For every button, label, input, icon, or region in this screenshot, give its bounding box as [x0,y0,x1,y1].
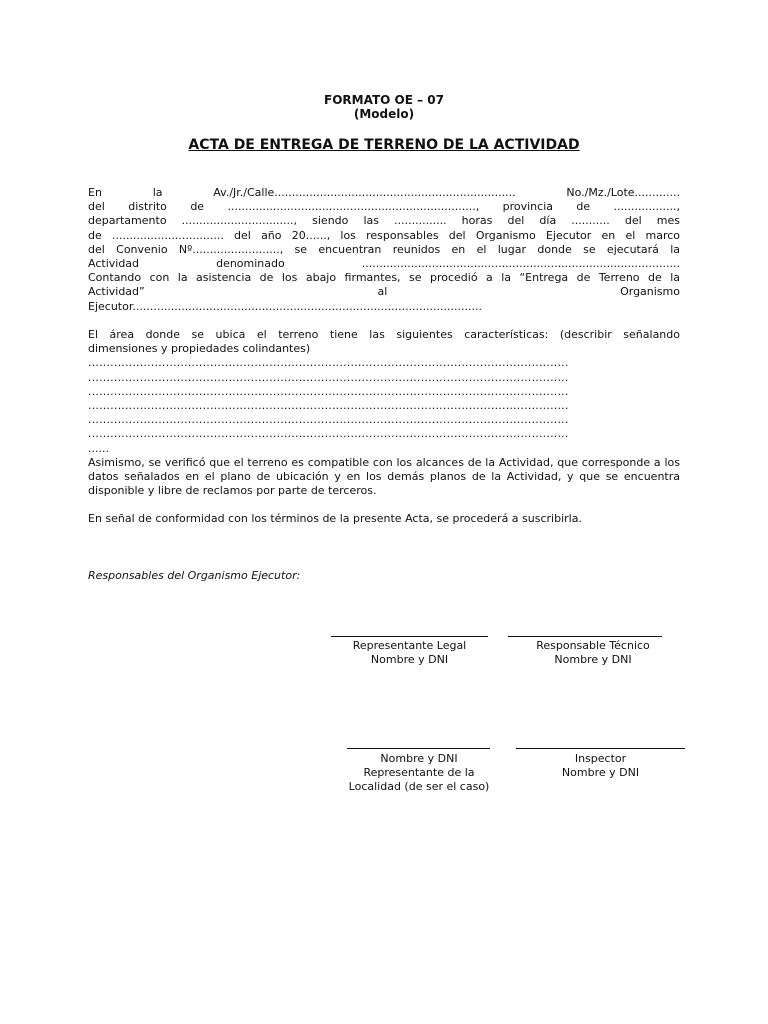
signature-line-inspector [516,748,685,749]
signature-legal-rep-role: Representante Legal [352,639,467,652]
format-model: (Modelo) [353,107,415,121]
signature-tech-resp-name: Nombre y DNI [554,653,632,666]
paragraph-line: El área donde se ubica el terreno tiene las siguientes características: (describir señalando [88,328,680,341]
paragraph-conformity: En señal de conformidad con los términos de la presente Acta, se procederá a suscribirla. [88,512,582,525]
signature-inspector-name: Nombre y DNI [561,766,640,779]
signature-line-tech-resp [508,636,662,637]
paragraph-line: dimensiones y propiedades colindantes) [88,342,311,356]
signature-tech-resp-role: Responsable Técnico [536,639,650,652]
signature-line-legal-rep [331,636,488,637]
paragraph-line: de ................................ del año 20......, los responsables del Organismo Ejecutor en el marco [88,228,680,242]
signature-local-rep-role-1: Representante de la [363,766,475,779]
dotted-line: .................................................................................................................................. [88,370,569,384]
paragraph-line: del distrito de ......................................................................., provincia de .................., [88,200,680,214]
paragraph-line: Actividad denominado ........................................................................................... [88,256,680,270]
paragraph-line: del Convenio Nº........................., se encuentran reunidos en el lugar donde se ejecutará la [88,242,680,256]
paragraph-line: Contando con la asistencia de los abajo firmantes, se procedió a la “Entrega de Terreno de la [88,271,680,285]
signature-legal-rep-name: Nombre y DNI [370,653,449,666]
signature-local-rep-role-2: Localidad (de ser el caso) [348,780,490,793]
responsables-label: Responsables del Organismo Ejecutor: [88,569,301,582]
dotted-line: ...... [88,441,109,455]
paragraph-line: Ejecutor.................................................................................................... [88,299,483,313]
dotted-line: .................................................................................................................................. [88,384,569,398]
paragraph-line [88,285,680,299]
activity-line-word: Actividad” [88,285,145,299]
paragraph-location [88,186,680,314]
format-code: FORMATO OE – 07 [324,93,444,107]
dotted-line: .................................................................................................................................. [88,413,569,427]
document-title: ACTA DE ENTREGA DE TERRENO DE LA ACTIVIDAD [188,137,580,153]
paragraph-line: En la Av./Jr./Calle..................................................................... No./Mz./Lote............. [88,186,680,199]
dotted-line: .................................................................................................................................. [88,427,569,441]
signature-inspector-role: Inspector [574,752,627,765]
dotted-line: .................................................................................................................................. [88,356,569,370]
paragraph-compatibility: Asimismo, se verificó que el terreno es compatible con los alcances de la Actividad, que corresponde a los datos señalados en el plano de ubicación y en los demás planos de la Actividad, y que se encuentra disponible y libre de reclamos por parte de terceros. [88,456,680,498]
paragraph-line: departamento ................................, siendo las ............... horas del día ........... del mes [88,214,680,228]
signature-local-rep-name: Nombre y DNI [380,752,458,765]
signature-line-local-rep [347,748,490,749]
dotted-line: .................................................................................................................................. [88,398,569,412]
paragraph-terrain-description [88,328,680,456]
activity-line-word: al [377,285,388,299]
activity-line-word: Organismo [620,285,680,299]
